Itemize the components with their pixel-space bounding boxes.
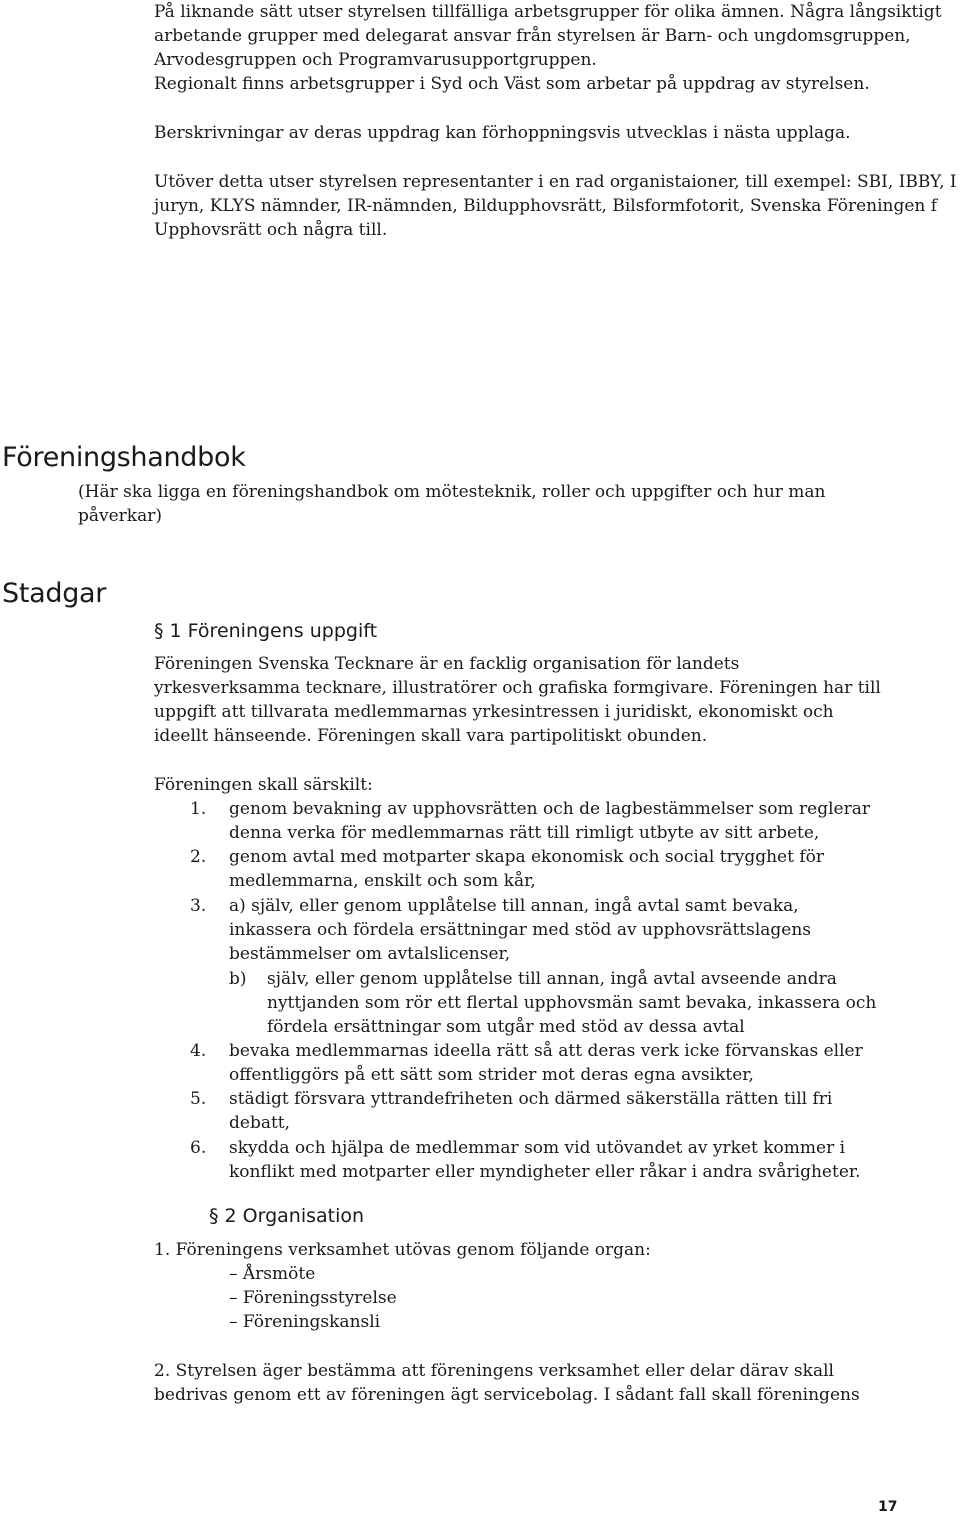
list-item-number: 5. <box>190 1089 207 1109</box>
text-line: arbetande grupper med delegarat ansvar från styrelsen är Barn- och ungdomsgruppen, <box>154 26 911 46</box>
text-line: städigt försvara yttrandefriheten och därmed säkerställa rätten till fri <box>229 1089 833 1109</box>
text-line: ideellt hänseende. Föreningen skall vara partipolitiskt obunden. <box>154 726 708 746</box>
intro-paragraph-working-groups <box>154 0 942 96</box>
list-item <box>229 1039 863 1087</box>
heading-stadgar: Stadgar <box>2 578 107 609</box>
organ-list <box>229 1262 397 1334</box>
text-line: Berskrivningar av deras uppdrag kan förhoppningsvis utvecklas i nästa upplaga. <box>154 123 851 143</box>
text-line: Föreningen Svenska Tecknare är en facklig organisation för landets <box>154 654 740 674</box>
text-line: offentliggörs på ett sätt som strider mot deras egna avsikter, <box>229 1065 754 1085</box>
list-intro: Föreningen skall särskilt: <box>154 775 373 795</box>
section-1-intro <box>154 652 881 748</box>
text-line: bestämmelser om avtalslicenser, <box>229 944 511 964</box>
text-line: På liknande sätt utser styrelsen tillfälliga arbetsgrupper för olika ämnen. Några långsiktigt <box>154 2 942 22</box>
text-line: påverkar) <box>78 506 163 526</box>
text-line: juryn, KLYS nämnder, IR-nämnden, Bildupphovsrätt, Bilsformfotorit, Svenska Föreningen f <box>154 196 938 216</box>
text-line: konflikt med motparter eller myndigheter eller råkar i andra svårigheter. <box>229 1162 861 1182</box>
text-line: uppgift att tillvarata medlemmarnas yrkesintressen i juridiskt, ekonomiskt och <box>154 702 834 722</box>
text-line: inkassera och fördela ersättningar med stöd av upphovsrättslagens <box>229 920 812 940</box>
text-line: Utöver detta utser styrelsen representanter i en rad organistaioner, till exempel: SBI, IBBY, I <box>154 172 957 192</box>
text-line: a) själv, eller genom upplåtelse till annan, ingå avtal samt bevaka, <box>229 896 799 916</box>
text-line: skydda och hjälpa de medlemmar som vid utövandet av yrket kommer i <box>229 1138 846 1158</box>
text-line: fördela ersättningar som utgår med stöd av dessa avtal <box>267 1017 745 1037</box>
text-line: debatt, <box>229 1113 291 1133</box>
text-line: medlemmarna, enskilt och som kår, <box>229 871 536 891</box>
list-item <box>229 797 870 845</box>
text-line: själv, eller genom upplåtelse till annan, ingå avtal avseende andra <box>267 969 837 989</box>
section-2-title: § 2 Organisation <box>209 1205 365 1227</box>
section-1-title: § 1 Föreningens uppgift <box>154 620 378 642</box>
text-line: bedrivas genom ett av föreningen ägt servicebolag. I sådant fall skall föreningens <box>154 1385 860 1405</box>
intro-paragraph-representatives <box>154 170 957 242</box>
text-line: (Här ska ligga en föreningshandbok om mötesteknik, roller och uppgifter och hur man <box>78 482 826 502</box>
list-item-number: 1. <box>190 799 207 819</box>
text-line: Regionalt finns arbetsgrupper i Syd och Väst som arbetar på uppdrag av styrelsen. <box>154 74 870 94</box>
organ-item: – Årsmöte <box>229 1264 316 1284</box>
list-item <box>229 845 824 893</box>
section-2-point-1: 1. Föreningens verksamhet utövas genom följande organ: <box>154 1240 651 1260</box>
foreningshandbok-note <box>78 480 826 528</box>
text-line: denna verka för medlemmarnas rätt till rimligt utbyte av sitt arbete, <box>229 823 820 843</box>
text-line: nyttjanden som rör ett flertal upphovsmän samt bevaka, inkassera och <box>267 993 877 1013</box>
list-item <box>229 1136 861 1184</box>
list-item-number: 2. <box>190 847 207 867</box>
organ-item: – Föreningskansli <box>229 1312 381 1332</box>
list-item-number: 4. <box>190 1041 207 1061</box>
list-item <box>229 894 811 966</box>
organ-item: – Föreningsstyrelse <box>229 1288 397 1308</box>
list-item-number: 6. <box>190 1138 207 1158</box>
text-line: Upphovsrätt och några till. <box>154 220 388 240</box>
section-2-point-2 <box>154 1359 860 1407</box>
heading-foreningshandbok: Föreningshandbok <box>2 442 246 473</box>
list-item <box>229 1087 832 1135</box>
text-line: genom avtal med motparter skapa ekonomisk och social trygghet för <box>229 847 824 867</box>
sub-item <box>267 967 876 1039</box>
text-line: genom bevakning av upphovsrätten och de lagbestämmelser som reglerar <box>229 799 870 819</box>
text-line: 2. Styrelsen äger bestämma att föreningens verksamhet eller delar därav skall <box>154 1361 834 1381</box>
page-number: 17 <box>878 1499 898 1515</box>
sub-item-label: b) <box>229 969 247 989</box>
text-line: yrkesverksamma tecknare, illustratörer och grafiska formgivare. Föreningen har till <box>154 678 881 698</box>
intro-paragraph-descriptions <box>154 121 851 145</box>
list-item-number: 3. <box>190 896 207 916</box>
text-line: bevaka medlemmarnas ideella rätt så att deras verk icke förvanskas eller <box>229 1041 863 1061</box>
text-line: Arvodesgruppen och Programvarusupportgruppen. <box>154 50 597 70</box>
